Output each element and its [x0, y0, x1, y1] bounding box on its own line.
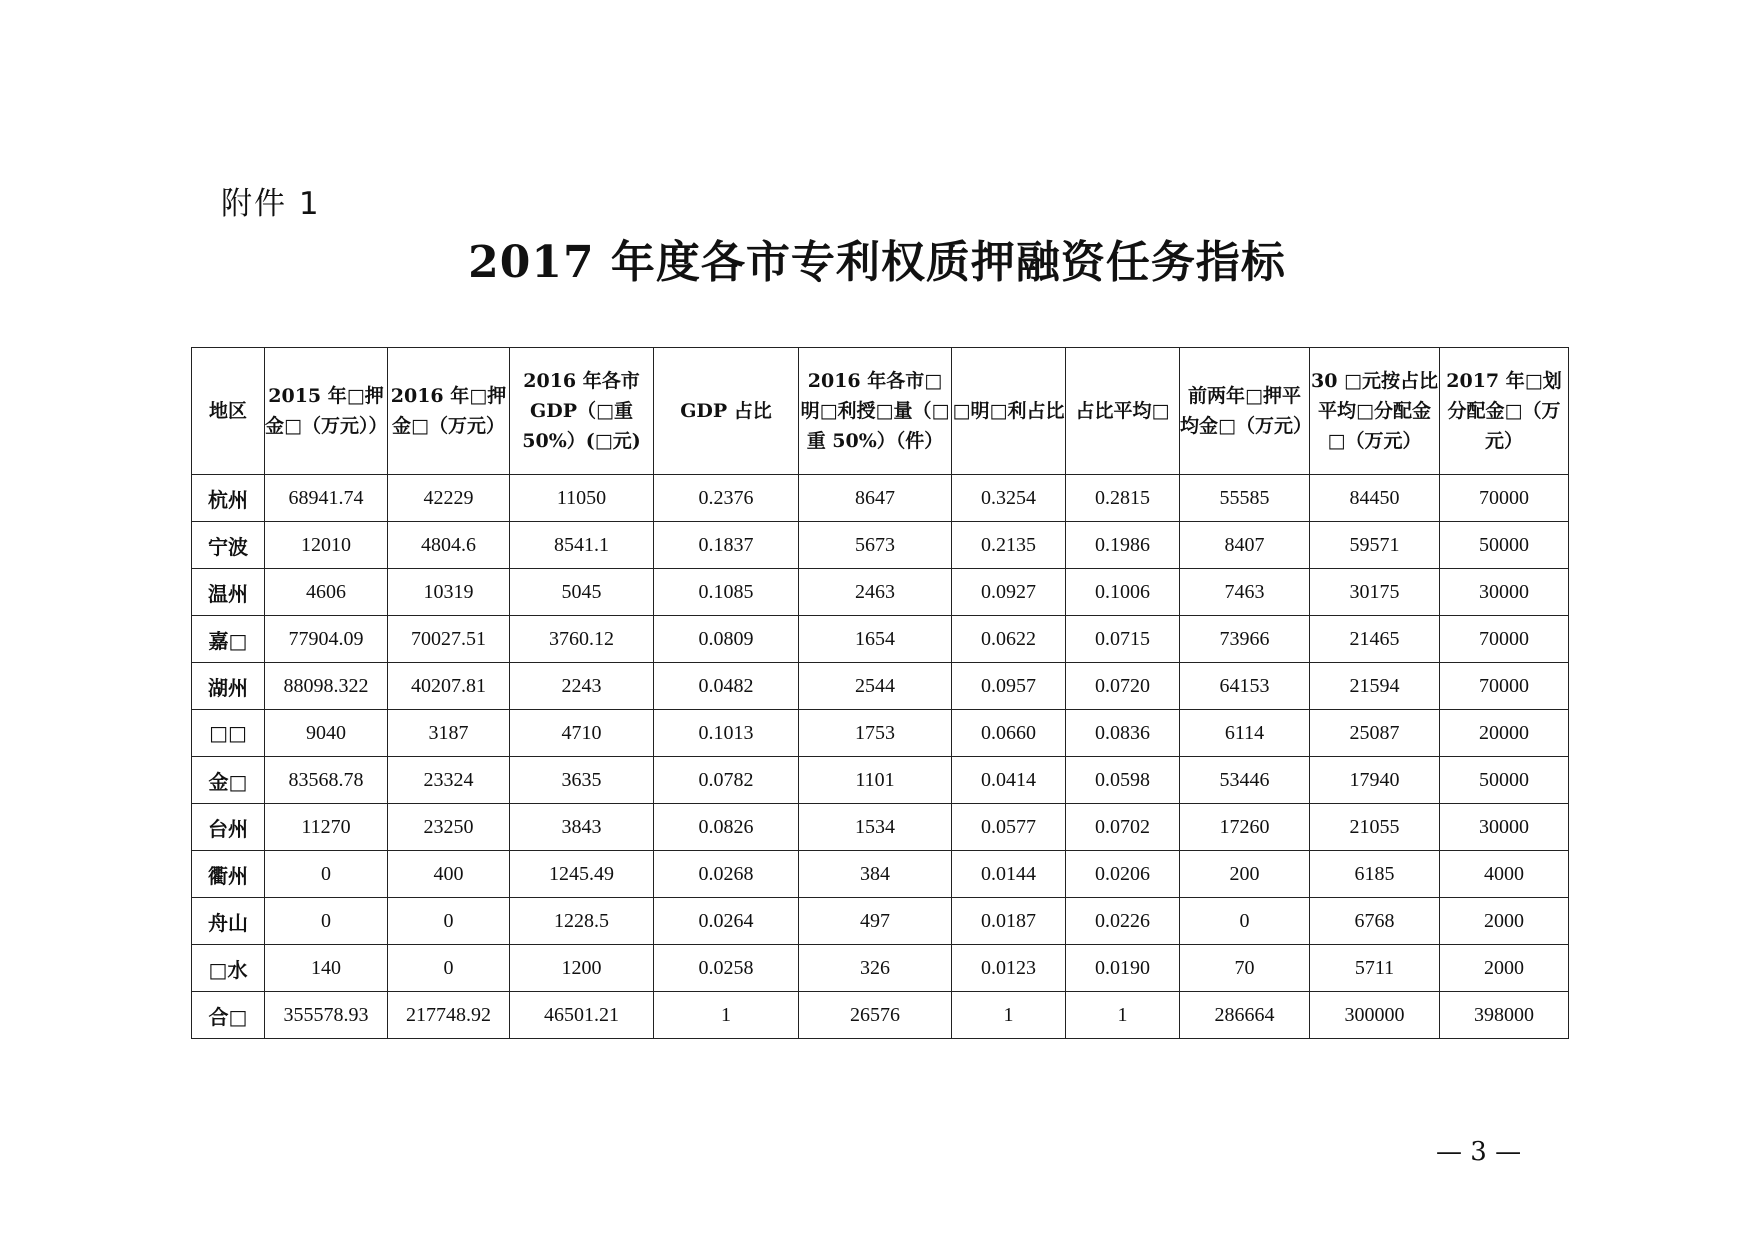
header-gdp-2016: 2016 年各市 GDP（□重 50%）(□元) [510, 348, 654, 475]
table-cell: 1101 [799, 757, 952, 804]
table-cell: 4000 [1440, 851, 1569, 898]
table-row [192, 475, 1569, 522]
header-allocation-by-share: 30 □元按占比平均□分配金□（万元） [1310, 348, 1440, 475]
region-cell: 合□ [192, 992, 265, 1039]
attachment-label: 附件 1 [221, 186, 321, 222]
region-cell: 嘉□ [192, 616, 265, 663]
table-cell: 0.0702 [1066, 804, 1180, 851]
table-cell: 55585 [1180, 475, 1310, 522]
table-cell: 0.1837 [654, 522, 799, 569]
table-cell: 77904.09 [265, 616, 388, 663]
table-cell: 0.0782 [654, 757, 799, 804]
table-cell: 21465 [1310, 616, 1440, 663]
table-cell: 4606 [265, 569, 388, 616]
region-cell: 杭州 [192, 475, 265, 522]
table-cell: 326 [799, 945, 952, 992]
region-cell: 舟山 [192, 898, 265, 945]
table-cell: 25087 [1310, 710, 1440, 757]
table-cell: 0 [388, 898, 510, 945]
table-cell: 0.1006 [1066, 569, 1180, 616]
table-cell: 0 [265, 851, 388, 898]
table-cell: 0.0957 [952, 663, 1066, 710]
table-cell: 1654 [799, 616, 952, 663]
table-cell: 17260 [1180, 804, 1310, 851]
table-cell: 3843 [510, 804, 654, 851]
table-cell: 2000 [1440, 898, 1569, 945]
table-cell: 70000 [1440, 616, 1569, 663]
table-cell: 0.1986 [1066, 522, 1180, 569]
table-cell: 3635 [510, 757, 654, 804]
table-cell: 0 [1180, 898, 1310, 945]
header-two-year-average: 前两年□押平均金□（万元） [1180, 348, 1310, 475]
table-cell: 300000 [1310, 992, 1440, 1039]
table-cell: 400 [388, 851, 510, 898]
table-cell: 1228.5 [510, 898, 654, 945]
table-cell: 384 [799, 851, 952, 898]
table-row [192, 804, 1569, 851]
region-cell: 台州 [192, 804, 265, 851]
table-cell: 0.0826 [654, 804, 799, 851]
table-cell: 59571 [1310, 522, 1440, 569]
table-cell: 1200 [510, 945, 654, 992]
table-row [192, 710, 1569, 757]
region-cell: 宁波 [192, 522, 265, 569]
table-cell: 6114 [1180, 710, 1310, 757]
table-cell: 3760.12 [510, 616, 654, 663]
table-cell: 0.0268 [654, 851, 799, 898]
table-cell: 0.0414 [952, 757, 1066, 804]
table-row [192, 992, 1569, 1039]
table-cell: 0.0264 [654, 898, 799, 945]
header-planned-2017: 2017 年□划分配金□（万元） [1440, 348, 1569, 475]
table-cell: 23250 [388, 804, 510, 851]
table-cell: 1534 [799, 804, 952, 851]
table-cell: 217748.92 [388, 992, 510, 1039]
table-cell: 0.0598 [1066, 757, 1180, 804]
table-cell: 1753 [799, 710, 952, 757]
table-cell: 1 [1066, 992, 1180, 1039]
table-cell: 6768 [1310, 898, 1440, 945]
region-cell: 金□ [192, 757, 265, 804]
header-gdp-share: GDP 占比 [654, 348, 799, 475]
table-cell: 0.0715 [1066, 616, 1180, 663]
table-cell: 17940 [1310, 757, 1440, 804]
header-patents-2016: 2016 年各市□明□利授□量（□重 50%）（件） [799, 348, 952, 475]
table-cell: 9040 [265, 710, 388, 757]
table-cell: 0.0660 [952, 710, 1066, 757]
table-cell: 5673 [799, 522, 952, 569]
table-cell: 2243 [510, 663, 654, 710]
table-cell: 2463 [799, 569, 952, 616]
table-cell: 0.0258 [654, 945, 799, 992]
table-cell: 11050 [510, 475, 654, 522]
table-cell: 0.0206 [1066, 851, 1180, 898]
table-cell: 0.0622 [952, 616, 1066, 663]
region-cell: □水 [192, 945, 265, 992]
table-cell: 0 [388, 945, 510, 992]
table-cell: 4710 [510, 710, 654, 757]
table-cell: 0.1085 [654, 569, 799, 616]
table-cell: 497 [799, 898, 952, 945]
table-cell: 355578.93 [265, 992, 388, 1039]
table-cell: 286664 [1180, 992, 1310, 1039]
table-cell: 0.2376 [654, 475, 799, 522]
table-cell: 46501.21 [510, 992, 654, 1039]
table-cell: 0.0226 [1066, 898, 1180, 945]
table-cell: 200 [1180, 851, 1310, 898]
table-cell: 3187 [388, 710, 510, 757]
table-cell: 1 [952, 992, 1066, 1039]
table-cell: 70 [1180, 945, 1310, 992]
table-cell: 1245.49 [510, 851, 654, 898]
table-cell: 1 [654, 992, 799, 1039]
table-cell: 53446 [1180, 757, 1310, 804]
table-cell: 8647 [799, 475, 952, 522]
table-cell: 8407 [1180, 522, 1310, 569]
region-cell: 湖州 [192, 663, 265, 710]
header-pledge-2015: 2015 年□押金□（万元）） [265, 348, 388, 475]
region-cell: 温州 [192, 569, 265, 616]
table-cell: 0.0836 [1066, 710, 1180, 757]
table-cell: 0.1013 [654, 710, 799, 757]
table-cell: 5711 [1310, 945, 1440, 992]
table-row [192, 616, 1569, 663]
table-cell: 0.0144 [952, 851, 1066, 898]
table-row [192, 522, 1569, 569]
table-row [192, 663, 1569, 710]
header-average-share: 占比平均□ [1066, 348, 1180, 475]
table-cell: 88098.322 [265, 663, 388, 710]
header-row [192, 348, 1569, 475]
document-title: 2017 年度各市专利权质押融资任务指标 [468, 237, 1286, 288]
table-cell: 30000 [1440, 569, 1569, 616]
table-cell: 42229 [388, 475, 510, 522]
table-cell: 83568.78 [265, 757, 388, 804]
table-cell: 8541.1 [510, 522, 654, 569]
table-cell: 12010 [265, 522, 388, 569]
header-pledge-2016: 2016 年□押金□（万元） [388, 348, 510, 475]
table-cell: 7463 [1180, 569, 1310, 616]
table-row [192, 945, 1569, 992]
page-number: — 3 — [1436, 1137, 1522, 1167]
table-cell: 0.0577 [952, 804, 1066, 851]
table-cell: 0.0187 [952, 898, 1066, 945]
table-cell: 11270 [265, 804, 388, 851]
table-cell: 0.2135 [952, 522, 1066, 569]
table-cell: 21594 [1310, 663, 1440, 710]
table-cell: 21055 [1310, 804, 1440, 851]
table-cell: 0.0809 [654, 616, 799, 663]
table-cell: 140 [265, 945, 388, 992]
table-cell: 4804.6 [388, 522, 510, 569]
table-cell: 0.0123 [952, 945, 1066, 992]
table-cell: 23324 [388, 757, 510, 804]
table-cell: 0.0720 [1066, 663, 1180, 710]
table-cell: 68941.74 [265, 475, 388, 522]
table-cell: 0.0190 [1066, 945, 1180, 992]
table-cell: 40207.81 [388, 663, 510, 710]
table-cell: 10319 [388, 569, 510, 616]
region-cell: 衢州 [192, 851, 265, 898]
table-cell: 0 [265, 898, 388, 945]
header-patent-share: □明□利占比 [952, 348, 1066, 475]
table-row [192, 898, 1569, 945]
table-cell: 64153 [1180, 663, 1310, 710]
table-cell: 0.0482 [654, 663, 799, 710]
table-cell: 30000 [1440, 804, 1569, 851]
table-cell: 5045 [510, 569, 654, 616]
task-indicator-table [191, 347, 1569, 1039]
table-cell: 2000 [1440, 945, 1569, 992]
table-row [192, 569, 1569, 616]
table-cell: 6185 [1310, 851, 1440, 898]
table-cell: 0.0927 [952, 569, 1066, 616]
table-cell: 50000 [1440, 757, 1569, 804]
table-cell: 50000 [1440, 522, 1569, 569]
table-body [192, 475, 1569, 1039]
region-cell: □□ [192, 710, 265, 757]
table-cell: 20000 [1440, 710, 1569, 757]
table-cell: 70027.51 [388, 616, 510, 663]
table-cell: 70000 [1440, 663, 1569, 710]
table-cell: 84450 [1310, 475, 1440, 522]
table-cell: 26576 [799, 992, 952, 1039]
table-row [192, 851, 1569, 898]
table-cell: 70000 [1440, 475, 1569, 522]
table-row [192, 757, 1569, 804]
table-cell: 0.2815 [1066, 475, 1180, 522]
table-cell: 2544 [799, 663, 952, 710]
table-cell: 73966 [1180, 616, 1310, 663]
table-cell: 398000 [1440, 992, 1569, 1039]
table-cell: 0.3254 [952, 475, 1066, 522]
header-region: 地区 [192, 348, 265, 475]
table-cell: 30175 [1310, 569, 1440, 616]
